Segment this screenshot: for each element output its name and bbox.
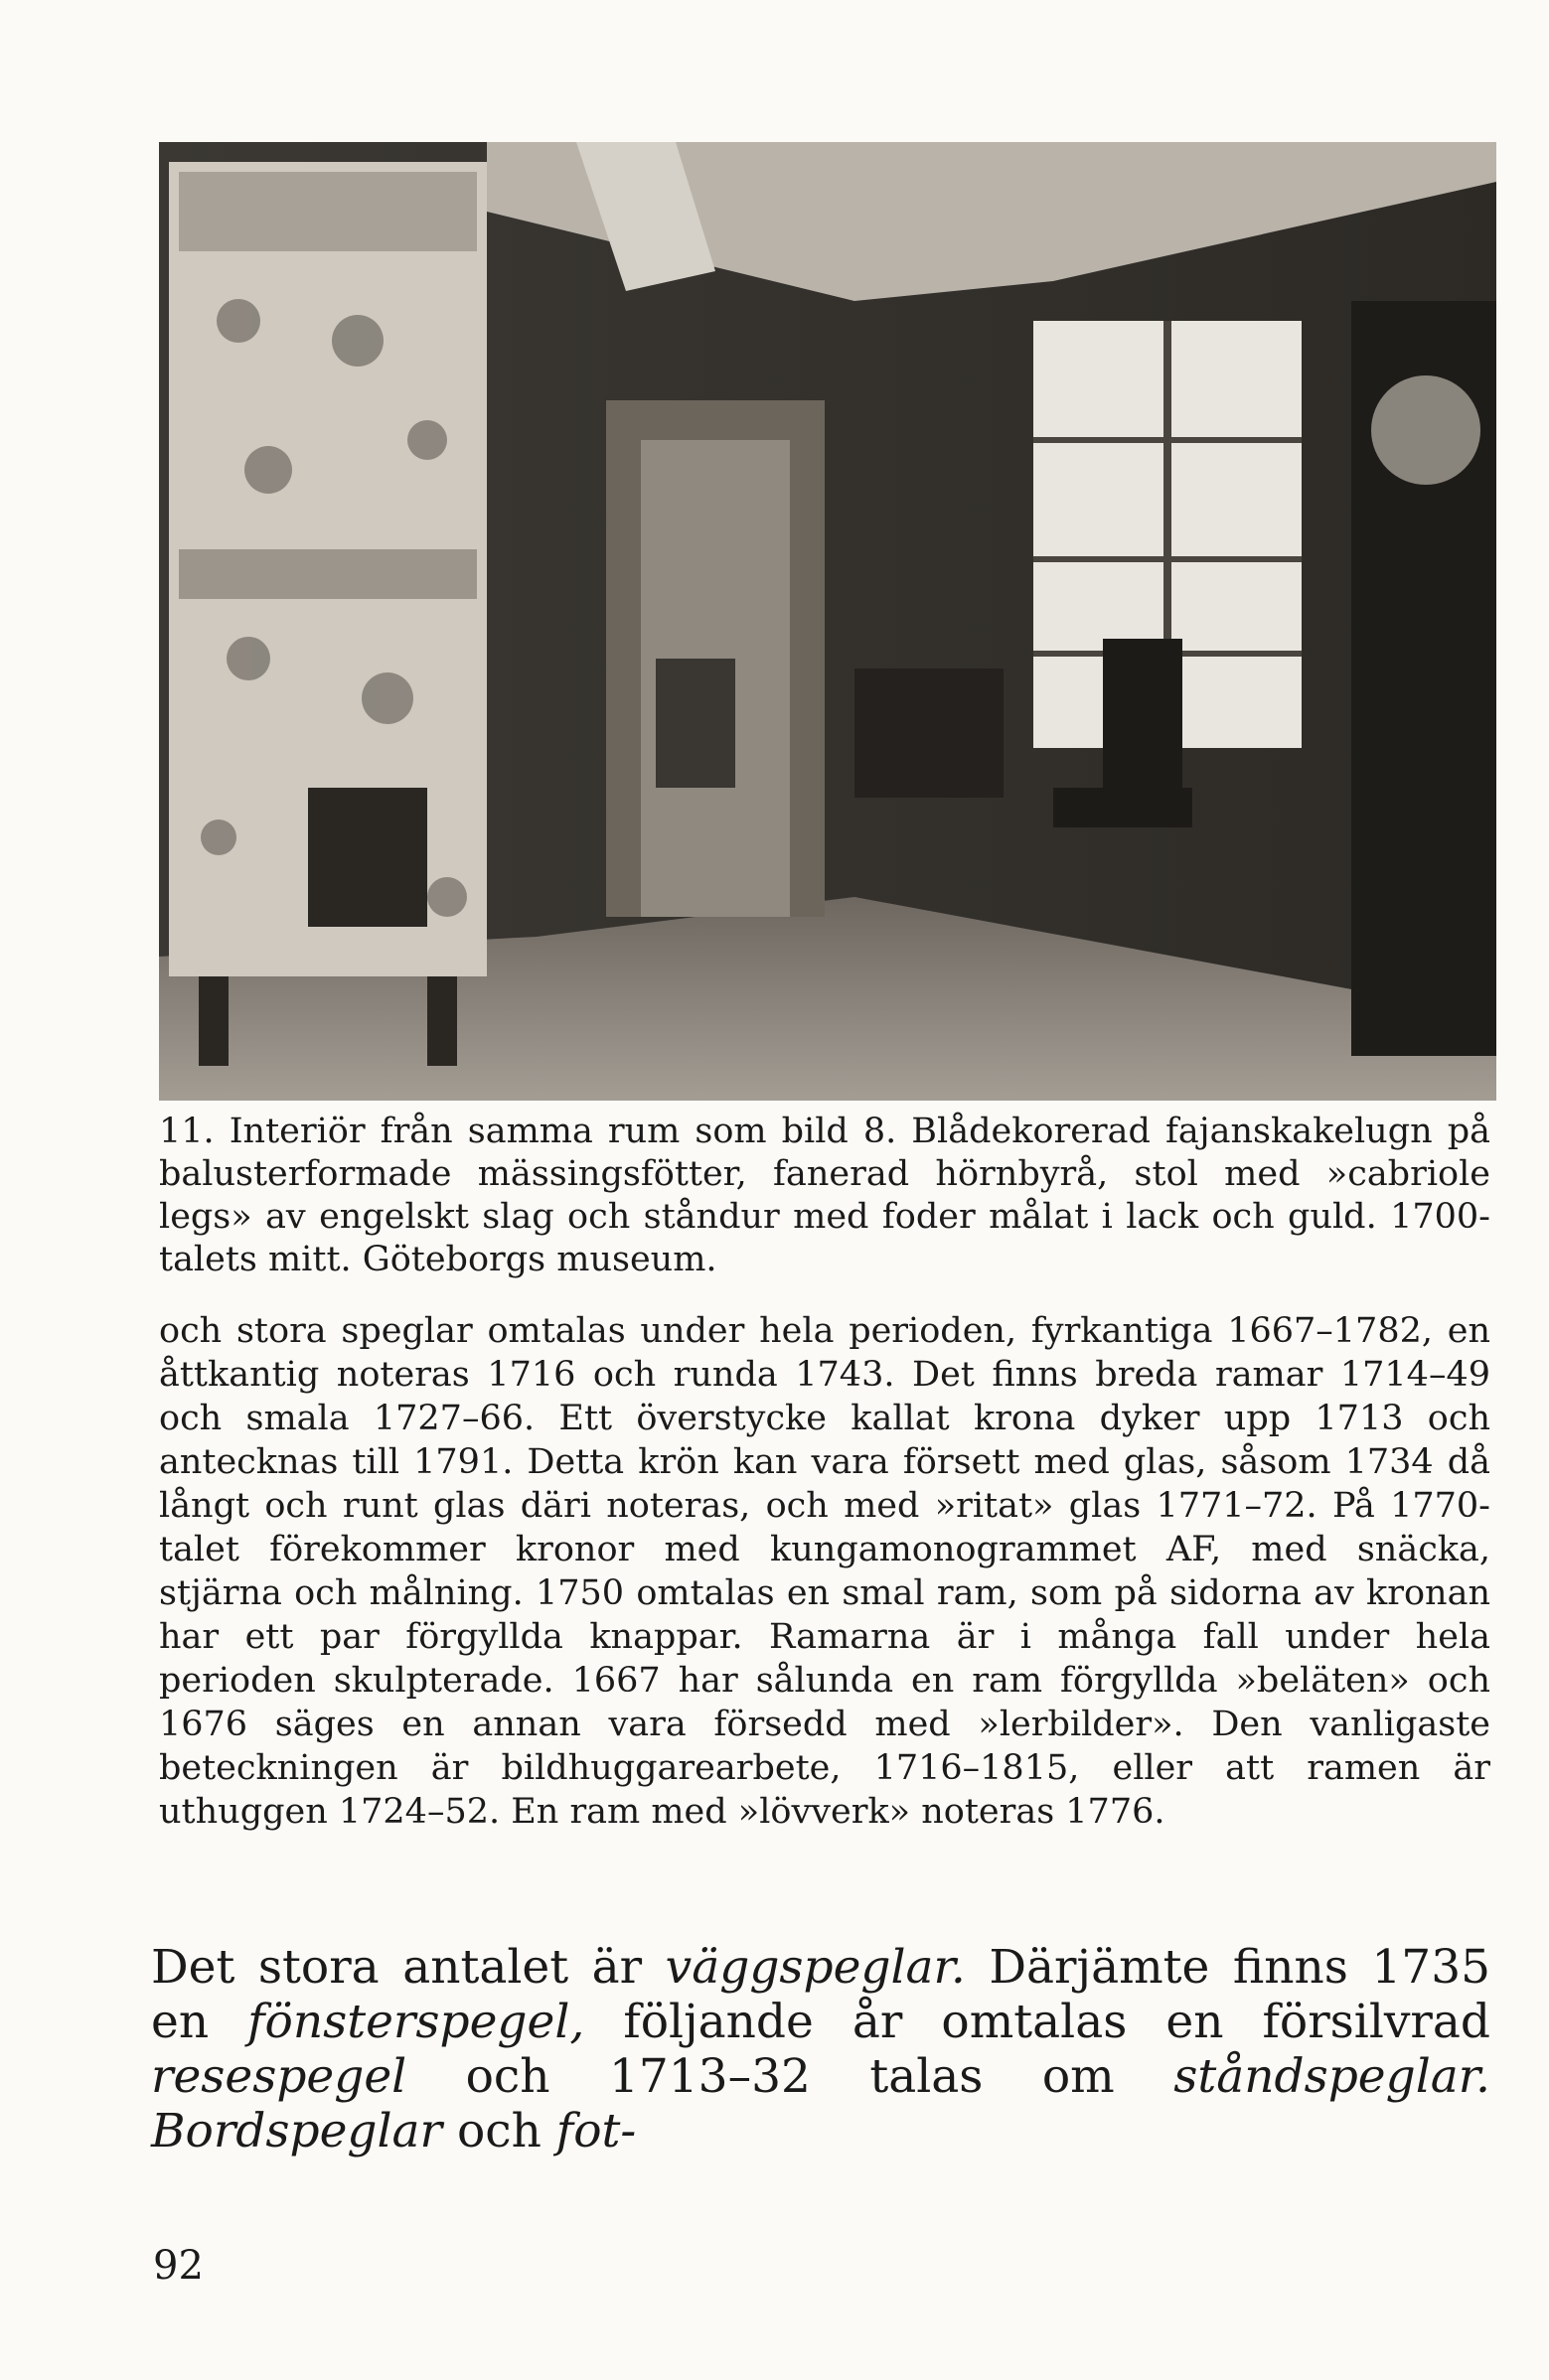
body-text: och stora speglar omtalas under hela perioden, fyrkantiga 1667–1782, en åttkantig noteras 1716 och runda 1743. Det finns breda ramar 1714–49 och smala 1727–66. Ett överstycke kallat krona dyker upp 1713 och antecknas till 1791. Detta krön kan vara försett med glas, såsom 1734 då långt och runt glas däri noteras, och med »ritat» glas 1771–72. På 1770-talet förekommer kronor med kungamonogrammet AF, med snäcka, stjärna och målning. 1750 omtalas en smal ram, som på sidorna av kronan har ett par förgyllda knappar. Ramarna är i många fall under hela perioden skulpterade. 1667 har sålunda en ram förgyllda »beläten» och 1676 säges en annan vara försedd med »lerbilder». Den vanligaste beteckningen är bildhuggarearbete, 1716–1815, eller att ramen är uthuggen 1724–52. En ram med »lövverk» noteras 1776. [159, 1311, 1490, 1832]
interior-illustration [159, 142, 1496, 1101]
lead-emphasis-3: resespegel [151, 2049, 407, 2104]
lead-emphasis-5: Bordspeglar [151, 2104, 443, 2158]
page-number: 92 [153, 2243, 204, 2289]
lead-emphasis-1: väggspeglar. [665, 1940, 966, 1995]
lead-emphasis-6: fot- [555, 2104, 637, 2158]
lead-text [151, 1940, 1490, 2158]
caption-text: 11. Interiör från samma rum som bild 8. Blådekorerad fajanskakelugn på balusterformade mässingsfötter, fanerad hörnbyrå, stol med »cabriole legs» av engelskt slag och ståndur med foder målat i lack och guld. 1700-talets mitt. Göteborgs museum. [159, 1112, 1490, 1279]
lead-part-6: och [442, 2104, 556, 2158]
lead-part-1: Det stora antalet är [151, 1940, 666, 1995]
lead-part-4: och 1713–32 talas om [406, 2049, 1174, 2104]
body-paragraph [159, 1309, 1490, 1834]
lead-emphasis-4: ståndspeglar. [1173, 2049, 1490, 2104]
lead-paragraph [151, 1940, 1490, 2158]
lead-emphasis-2: fönsterspegel, [247, 1995, 585, 2049]
lead-part-3: följande år omtalas en försilvrad [584, 1995, 1490, 2049]
lead-part-2: Därjämte finns 1735 en [151, 1940, 1490, 2049]
figure-caption [159, 1111, 1490, 1281]
interior-photograph [159, 142, 1496, 1101]
